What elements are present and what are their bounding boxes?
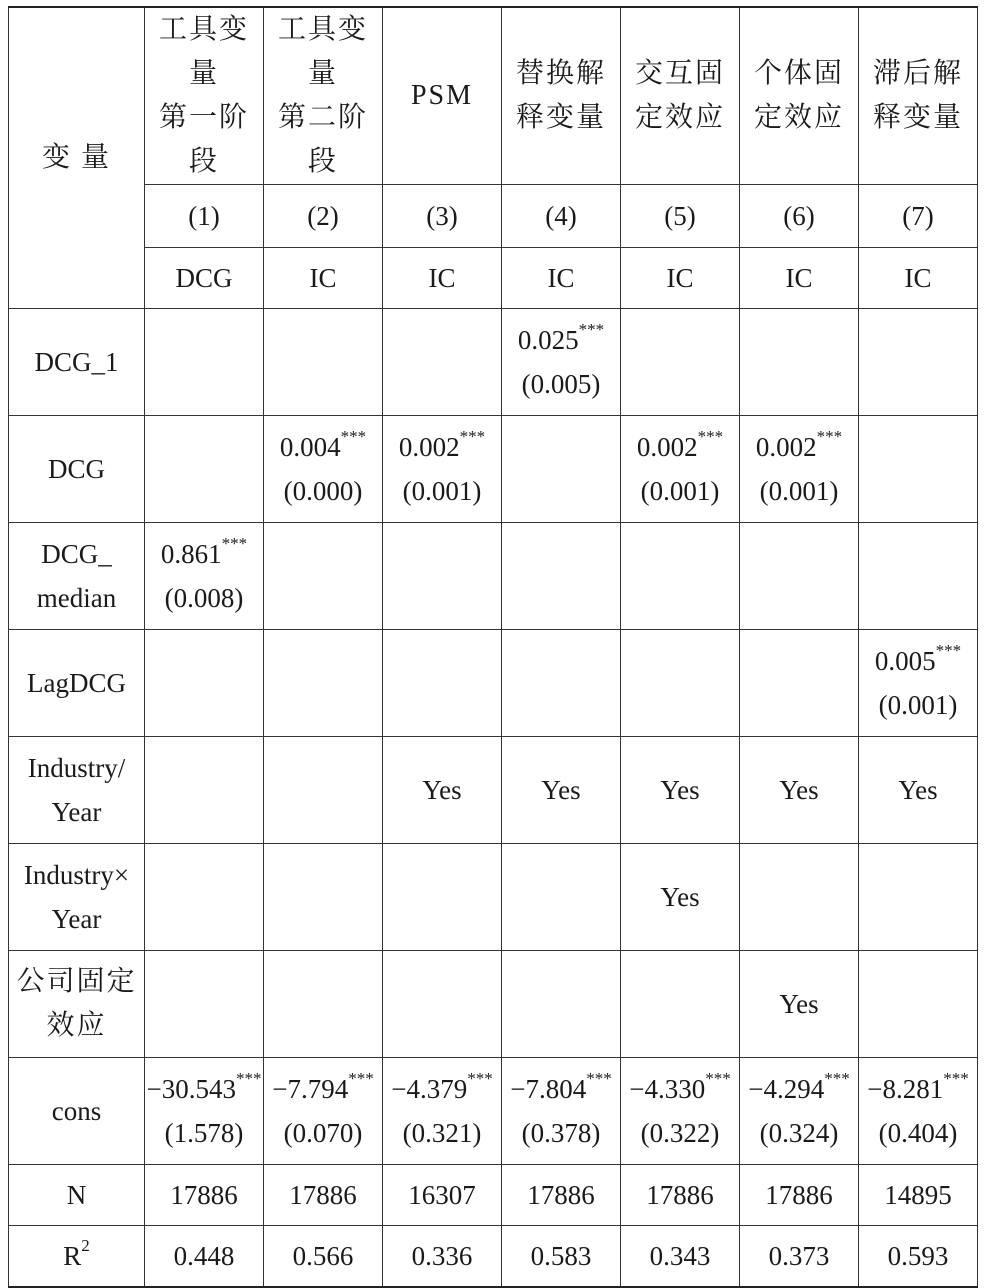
- table-cell: [264, 844, 383, 951]
- coefficient: [145, 1067, 263, 1111]
- stats-value: 17886: [145, 1165, 264, 1226]
- stats-value: 0.566: [264, 1226, 383, 1287]
- table-cell: [264, 523, 383, 630]
- standard-error: (0.005): [521, 369, 601, 399]
- standard-error: (0.321): [402, 1118, 482, 1148]
- stats-value: 16307: [383, 1165, 502, 1226]
- table-cell: [145, 523, 264, 630]
- column-name-line: 第一阶段: [158, 102, 249, 177]
- table-cell: [264, 1058, 383, 1165]
- coefficient: [859, 1067, 977, 1111]
- coefficient-value: −4.330: [629, 1074, 706, 1104]
- row-label-line: DCG_: [41, 539, 112, 569]
- stats-value: 0.373: [740, 1226, 859, 1287]
- row-label-line: Year: [51, 904, 102, 934]
- row-label-line: median: [36, 583, 117, 613]
- row-label: [9, 523, 145, 630]
- column-name-line: 替换解: [515, 58, 606, 89]
- column-name-3: [383, 7, 502, 185]
- coefficient: [383, 425, 501, 469]
- table-row: [9, 523, 978, 630]
- stats-value: 17886: [502, 1165, 621, 1226]
- stats-row: [9, 1226, 978, 1287]
- column-name-6: [740, 7, 859, 185]
- table-cell: [502, 737, 621, 844]
- standard-error: (1.578): [164, 1118, 244, 1148]
- dependent-variable-5: IC: [621, 248, 740, 309]
- row-label: [9, 1058, 145, 1165]
- table-cell: [264, 309, 383, 416]
- table-cell: [740, 737, 859, 844]
- table-row: [9, 1058, 978, 1165]
- table-cell: [740, 309, 859, 416]
- column-name-line: 个体固: [753, 58, 844, 89]
- row-label-line: 公司固定: [16, 966, 137, 997]
- table-cell: [383, 951, 502, 1058]
- stats-value: 17886: [740, 1165, 859, 1226]
- coefficient-value: 0.002: [636, 432, 698, 462]
- row-label: [9, 951, 145, 1058]
- table-cell: [859, 523, 978, 630]
- row-label: [9, 416, 145, 523]
- standard-error: (0.000): [283, 476, 363, 506]
- column-name-line: 定效应: [634, 102, 725, 133]
- stats-value: 14895: [859, 1165, 978, 1226]
- coefficient: [740, 1067, 858, 1111]
- coefficient-value: 0.002: [755, 432, 817, 462]
- stats-label-text: R: [63, 1240, 82, 1271]
- table-cell: [383, 309, 502, 416]
- coefficient-value: −7.804: [510, 1074, 587, 1104]
- significance-stars: ***: [697, 427, 724, 446]
- row-label: [9, 309, 145, 416]
- table-row: [9, 951, 978, 1058]
- table-cell: [502, 1058, 621, 1165]
- table-cell: [621, 951, 740, 1058]
- standard-error: (0.070): [283, 1118, 363, 1148]
- coefficient: [859, 639, 977, 683]
- stats-label: [9, 1165, 145, 1226]
- stats-value: 0.448: [145, 1226, 264, 1287]
- table-cell: [859, 630, 978, 737]
- significance-stars: ***: [459, 427, 486, 446]
- table-cell: [264, 416, 383, 523]
- stats-label-text: N: [66, 1180, 87, 1210]
- table-cell: [145, 630, 264, 737]
- table-cell: [621, 630, 740, 737]
- table-cell: [740, 630, 859, 737]
- significance-stars: ***: [348, 1069, 374, 1088]
- column-number-6: (6): [740, 185, 859, 248]
- significance-stars: ***: [705, 1069, 731, 1088]
- row-label: [9, 737, 145, 844]
- dependent-variable-2: IC: [264, 248, 383, 309]
- column-name-line: 滞后解: [872, 58, 963, 89]
- standard-error: (0.001): [640, 476, 720, 506]
- dependent-variable-3: IC: [383, 248, 502, 309]
- column-number-2: (2): [264, 185, 383, 248]
- dependent-variable-7: IC: [859, 248, 978, 309]
- table-row: [9, 630, 978, 737]
- row-label-line: Year: [51, 797, 102, 827]
- robustness-table: [8, 6, 978, 1288]
- table-cell: [859, 951, 978, 1058]
- table-cell: [859, 737, 978, 844]
- table-row: [9, 416, 978, 523]
- column-name-2: [264, 7, 383, 185]
- significance-stars: ***: [935, 641, 962, 660]
- significance-stars: ***: [578, 320, 605, 339]
- coefficient: [145, 532, 263, 576]
- column-number-7: (7): [859, 185, 978, 248]
- cell-text: Yes: [660, 775, 700, 805]
- table-cell: [383, 416, 502, 523]
- column-number-1: (1): [145, 185, 264, 248]
- header-row-names: [9, 7, 978, 185]
- cell-text: Yes: [898, 775, 938, 805]
- row-label-line: 效应: [46, 1010, 107, 1041]
- coefficient-value: 0.861: [160, 539, 222, 569]
- row-label-line: DCG: [47, 454, 105, 484]
- coefficient-value: −4.294: [748, 1074, 825, 1104]
- dependent-variable-4: IC: [502, 248, 621, 309]
- row-label-line: cons: [51, 1096, 102, 1126]
- table-cell: [502, 951, 621, 1058]
- coefficient-value: 0.005: [874, 646, 936, 676]
- stats-value: 0.343: [621, 1226, 740, 1287]
- table-cell: [621, 309, 740, 416]
- table-cell: [383, 523, 502, 630]
- table-cell: [621, 523, 740, 630]
- row-label-line: DCG_1: [34, 347, 119, 377]
- column-name-4: [502, 7, 621, 185]
- standard-error: (0.001): [402, 476, 482, 506]
- table-cell: [621, 737, 740, 844]
- stats-value: 0.336: [383, 1226, 502, 1287]
- row-label: [9, 844, 145, 951]
- regression-table-container: [8, 6, 978, 1288]
- column-name-line: 工具变量: [158, 14, 249, 89]
- column-name-7: [859, 7, 978, 185]
- significance-stars: ***: [467, 1069, 493, 1088]
- table-cell: [145, 309, 264, 416]
- stats-row: [9, 1165, 978, 1226]
- table-row: [9, 309, 978, 416]
- coefficient-value: 0.004: [279, 432, 341, 462]
- row-label-line: Industry/: [27, 753, 126, 783]
- table-cell: [621, 844, 740, 951]
- stats-label-superscript: 2: [81, 1235, 90, 1255]
- table-cell: [621, 1058, 740, 1165]
- table-cell: [383, 737, 502, 844]
- table-cell: [859, 1058, 978, 1165]
- coefficient: [264, 1067, 382, 1111]
- row-label-line: LagDCG: [27, 668, 126, 698]
- table-cell: [145, 951, 264, 1058]
- coefficient-value: −8.281: [867, 1074, 944, 1104]
- coefficient-value: 0.025: [517, 325, 579, 355]
- stats-value: 0.593: [859, 1226, 978, 1287]
- dependent-variable-1: DCG: [145, 248, 264, 309]
- cell-text: Yes: [422, 775, 462, 805]
- coefficient-value: −7.794: [272, 1074, 349, 1104]
- table-cell: [859, 844, 978, 951]
- table-cell: [740, 523, 859, 630]
- table-cell: [859, 309, 978, 416]
- column-name-line: 定效应: [753, 102, 844, 133]
- coefficient: [740, 425, 858, 469]
- column-name-line: PSM: [410, 80, 474, 111]
- variable-header-label: 变 量: [41, 142, 111, 173]
- table-cell: [740, 844, 859, 951]
- stats-label: [9, 1226, 145, 1287]
- table-cell: [740, 416, 859, 523]
- table-cell: [502, 630, 621, 737]
- significance-stars: ***: [235, 1069, 262, 1088]
- coefficient: [621, 1067, 739, 1111]
- column-name-line: 工具变量: [277, 14, 368, 89]
- dependent-variable-6: IC: [740, 248, 859, 309]
- coefficient: [621, 425, 739, 469]
- table-cell: [502, 309, 621, 416]
- table-cell: [502, 523, 621, 630]
- column-name-5: [621, 7, 740, 185]
- stats-value: 17886: [621, 1165, 740, 1226]
- table-cell: [145, 416, 264, 523]
- table-cell: [502, 416, 621, 523]
- table-cell: [145, 1058, 264, 1165]
- table-cell: [145, 737, 264, 844]
- variable-header: [9, 7, 145, 309]
- row-label: [9, 630, 145, 737]
- column-name-line: 释变量: [872, 102, 963, 133]
- table-cell: [264, 737, 383, 844]
- coefficient-value: 0.002: [398, 432, 460, 462]
- cell-text: Yes: [779, 775, 819, 805]
- coefficient-value: −4.379: [391, 1074, 468, 1104]
- significance-stars: ***: [340, 427, 367, 446]
- standard-error: (0.008): [164, 583, 244, 613]
- table-row: [9, 844, 978, 951]
- significance-stars: ***: [824, 1069, 850, 1088]
- column-name-1: [145, 7, 264, 185]
- table-cell: [264, 630, 383, 737]
- standard-error: (0.322): [640, 1118, 720, 1148]
- cell-text: Yes: [660, 882, 700, 912]
- column-number-3: (3): [383, 185, 502, 248]
- table-cell: [740, 951, 859, 1058]
- table-cell: [145, 844, 264, 951]
- standard-error: (0.378): [521, 1118, 601, 1148]
- significance-stars: ***: [816, 427, 843, 446]
- standard-error: (0.324): [759, 1118, 839, 1148]
- header-row-numbers: [9, 185, 978, 248]
- standard-error: (0.001): [759, 476, 839, 506]
- stats-value: 17886: [264, 1165, 383, 1226]
- coefficient: [502, 1067, 620, 1111]
- coefficient-value: −30.543: [146, 1074, 236, 1104]
- table-cell: [859, 416, 978, 523]
- standard-error: (0.404): [878, 1118, 958, 1148]
- significance-stars: ***: [943, 1069, 969, 1088]
- significance-stars: ***: [586, 1069, 612, 1088]
- row-label-line: Industry×: [23, 860, 130, 890]
- column-name-line: 交互固: [634, 58, 725, 89]
- significance-stars: ***: [221, 534, 248, 553]
- cell-text: Yes: [779, 989, 819, 1019]
- table-cell: [383, 844, 502, 951]
- table-cell: [621, 416, 740, 523]
- column-number-4: (4): [502, 185, 621, 248]
- header-row-dependent: [9, 248, 978, 309]
- column-name-line: 第二阶段: [277, 102, 368, 177]
- column-name-line: 释变量: [515, 102, 606, 133]
- standard-error: (0.001): [878, 690, 958, 720]
- table-cell: [383, 630, 502, 737]
- coefficient: [264, 425, 382, 469]
- table-cell: [740, 1058, 859, 1165]
- column-number-5: (5): [621, 185, 740, 248]
- table-cell: [502, 844, 621, 951]
- coefficient: [383, 1067, 501, 1111]
- stats-value: 0.583: [502, 1226, 621, 1287]
- table-cell: [264, 951, 383, 1058]
- cell-text: Yes: [541, 775, 581, 805]
- table-row: [9, 737, 978, 844]
- coefficient: [502, 318, 620, 362]
- table-cell: [383, 1058, 502, 1165]
